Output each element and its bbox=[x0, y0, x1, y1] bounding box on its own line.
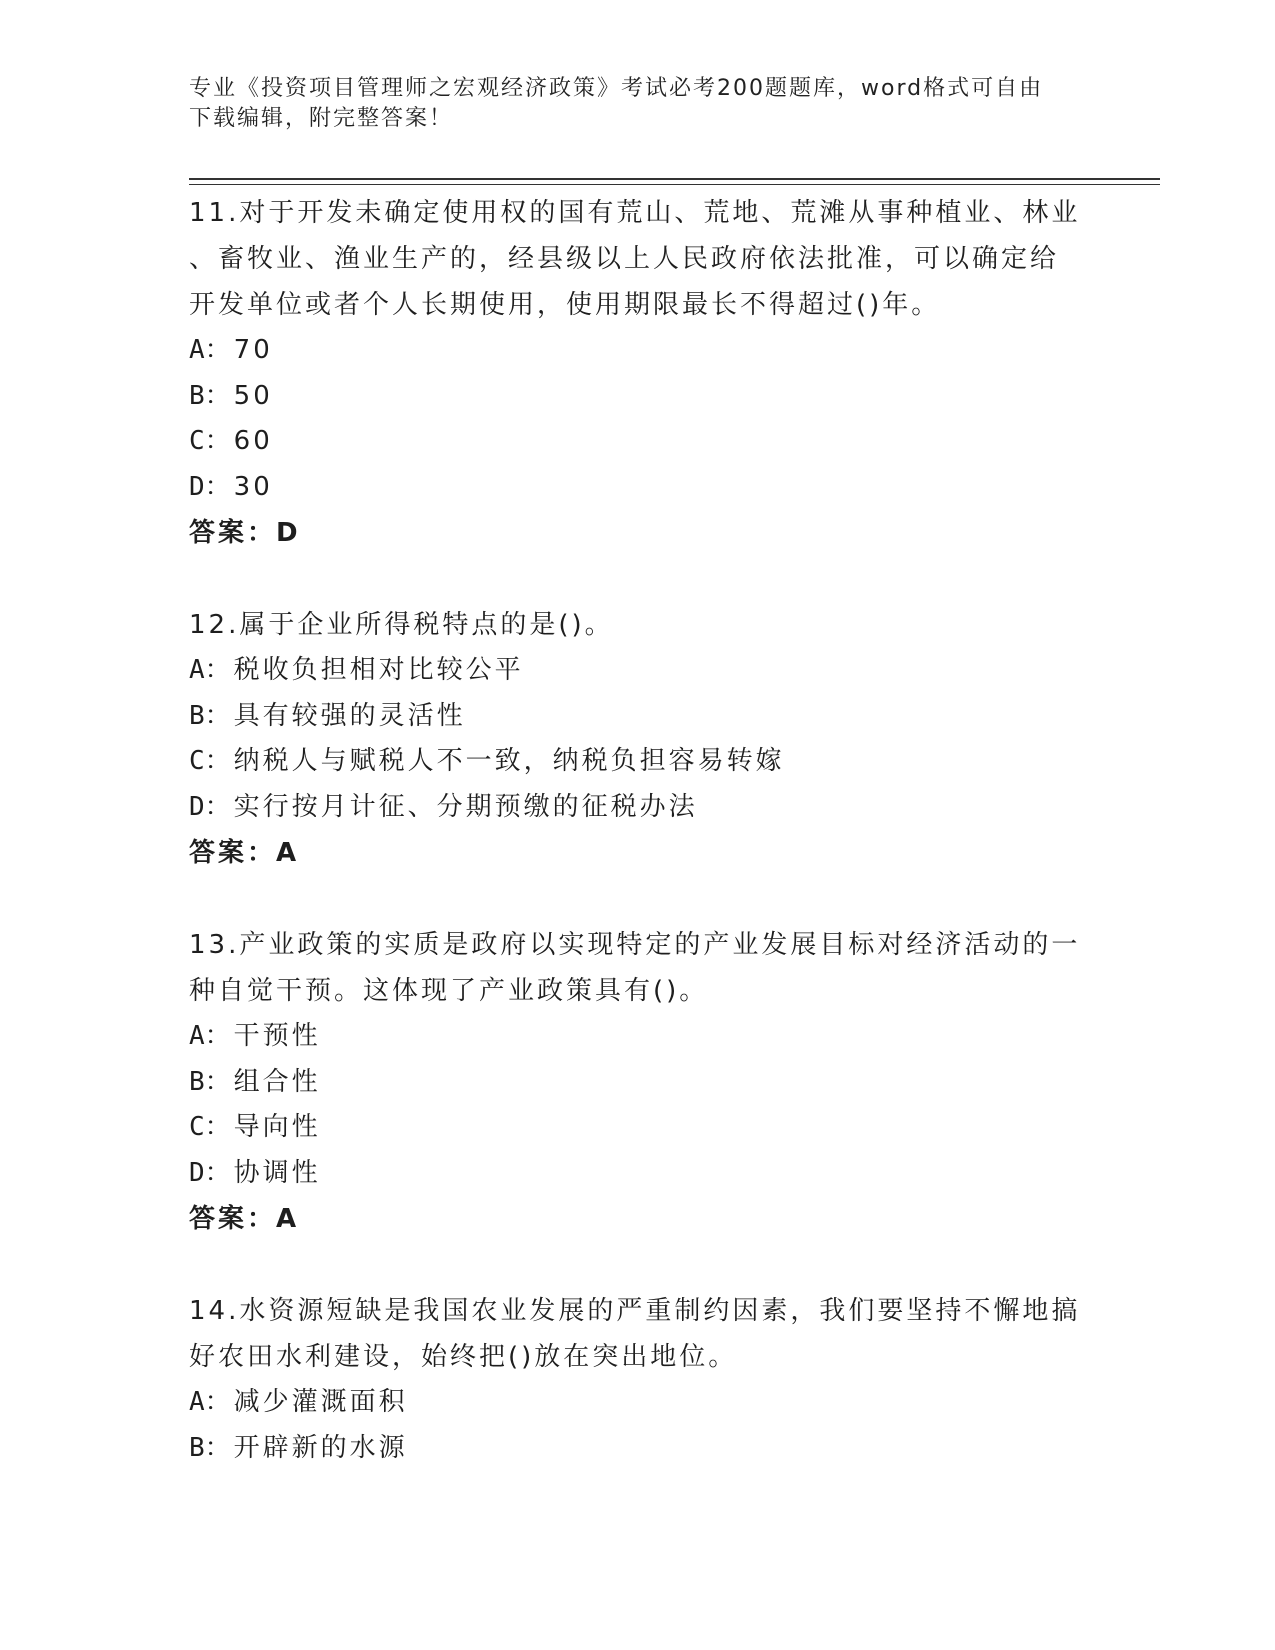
option-text: 70 bbox=[233, 335, 273, 365]
option-a bbox=[189, 328, 1089, 374]
option-letter: D bbox=[189, 471, 205, 502]
stem-line: 12.属于企业所得税特点的是()。 bbox=[189, 610, 614, 640]
option-d bbox=[189, 1151, 1089, 1197]
option-a bbox=[189, 1014, 1089, 1060]
option-d bbox=[189, 785, 1089, 831]
option-separator: ： bbox=[204, 746, 234, 776]
option-letter: A bbox=[189, 1387, 205, 1417]
option-letter: D bbox=[189, 791, 205, 822]
answer-line: 答案：A bbox=[189, 838, 300, 868]
option-letter: B bbox=[189, 380, 205, 411]
option-text: 30 bbox=[233, 471, 273, 502]
option-separator: ： bbox=[204, 335, 234, 365]
option-letter: B bbox=[189, 1066, 205, 1097]
question-spacer bbox=[189, 556, 1089, 602]
option-text: 60 bbox=[233, 426, 273, 456]
question-list bbox=[189, 190, 1089, 1471]
stem-line: 种自觉干预。这体现了产业政策具有()。 bbox=[189, 976, 709, 1006]
question-stem bbox=[189, 190, 1089, 328]
option-a bbox=[189, 1380, 1089, 1426]
option-text: 导向性 bbox=[233, 1112, 321, 1142]
option-separator: ： bbox=[204, 1157, 234, 1188]
option-letter: C bbox=[189, 746, 205, 776]
option-text: 纳税人与赋税人不一致，纳税负担容易转嫁 bbox=[233, 746, 785, 776]
option-b bbox=[189, 374, 1089, 420]
option-separator: ： bbox=[204, 1387, 234, 1417]
option-letter: B bbox=[189, 1432, 205, 1463]
option-separator: ： bbox=[204, 380, 234, 411]
option-letter: C bbox=[189, 1112, 205, 1142]
question-spacer bbox=[189, 1242, 1089, 1288]
option-text: 协调性 bbox=[233, 1157, 321, 1188]
option-a bbox=[189, 648, 1089, 694]
option-letter: A bbox=[189, 1021, 205, 1051]
option-separator: ： bbox=[204, 426, 234, 456]
option-separator: ： bbox=[204, 1021, 234, 1051]
header-divider bbox=[189, 178, 1160, 185]
document-header bbox=[189, 74, 1089, 134]
option-separator: ： bbox=[204, 471, 234, 502]
option-text: 减少灌溉面积 bbox=[233, 1387, 408, 1417]
option-b bbox=[189, 1426, 1089, 1472]
question-stem bbox=[189, 922, 1089, 1014]
option-separator: ： bbox=[204, 700, 234, 731]
header-line-1: 专业《投资项目管理师之宏观经济政策》考试必考200题题库，word格式可自由 bbox=[189, 76, 1044, 101]
stem-line: 11.对于开发未确定使用权的国有荒山、荒地、荒滩从事种植业、林业 bbox=[189, 198, 1081, 228]
option-text: 开辟新的水源 bbox=[233, 1432, 408, 1463]
option-separator: ： bbox=[204, 1066, 234, 1097]
answer-line: 答案：D bbox=[189, 518, 301, 548]
option-d bbox=[189, 465, 1089, 511]
header-line-2: 下载编辑，附完整答案！ bbox=[189, 106, 454, 131]
stem-line: 好农田水利建设，始终把()放在突出地位。 bbox=[189, 1342, 738, 1372]
option-separator: ： bbox=[204, 791, 234, 822]
option-letter: C bbox=[189, 426, 205, 456]
option-letter: A bbox=[189, 335, 205, 365]
option-letter: B bbox=[189, 700, 205, 731]
question-11 bbox=[189, 190, 1089, 556]
option-c bbox=[189, 739, 1089, 785]
option-letter: A bbox=[189, 655, 205, 685]
stem-line: 13.产业政策的实质是政府以实现特定的产业发展目标对经济活动的一 bbox=[189, 930, 1081, 960]
option-text: 50 bbox=[233, 380, 273, 411]
option-text: 具有较强的灵活性 bbox=[233, 700, 466, 731]
option-c bbox=[189, 1105, 1089, 1151]
stem-line: 开发单位或者个人长期使用，使用期限最长不得超过()年。 bbox=[189, 290, 941, 320]
option-text: 税收负担相对比较公平 bbox=[233, 655, 524, 685]
option-separator: ： bbox=[204, 1432, 234, 1463]
question-stem bbox=[189, 602, 1089, 648]
option-b bbox=[189, 1060, 1089, 1106]
stem-line: 14.水资源短缺是我国农业发展的严重制约因素，我们要坚持不懈地搞 bbox=[189, 1296, 1081, 1326]
option-separator: ： bbox=[204, 1112, 234, 1142]
option-text: 实行按月计征、分期预缴的征税办法 bbox=[233, 791, 698, 822]
question-14 bbox=[189, 1288, 1089, 1471]
answer-line: 答案：A bbox=[189, 1204, 300, 1234]
question-spacer bbox=[189, 876, 1089, 922]
option-c bbox=[189, 419, 1089, 465]
question-12 bbox=[189, 602, 1089, 876]
option-b bbox=[189, 694, 1089, 740]
option-text: 组合性 bbox=[233, 1066, 321, 1097]
question-stem bbox=[189, 1288, 1089, 1380]
option-letter: D bbox=[189, 1157, 205, 1188]
option-separator: ： bbox=[204, 655, 234, 685]
question-13 bbox=[189, 922, 1089, 1242]
option-text: 干预性 bbox=[233, 1021, 321, 1051]
stem-line: 、畜牧业、渔业生产的，经县级以上人民政府依法批准，可以确定给 bbox=[189, 244, 1060, 274]
